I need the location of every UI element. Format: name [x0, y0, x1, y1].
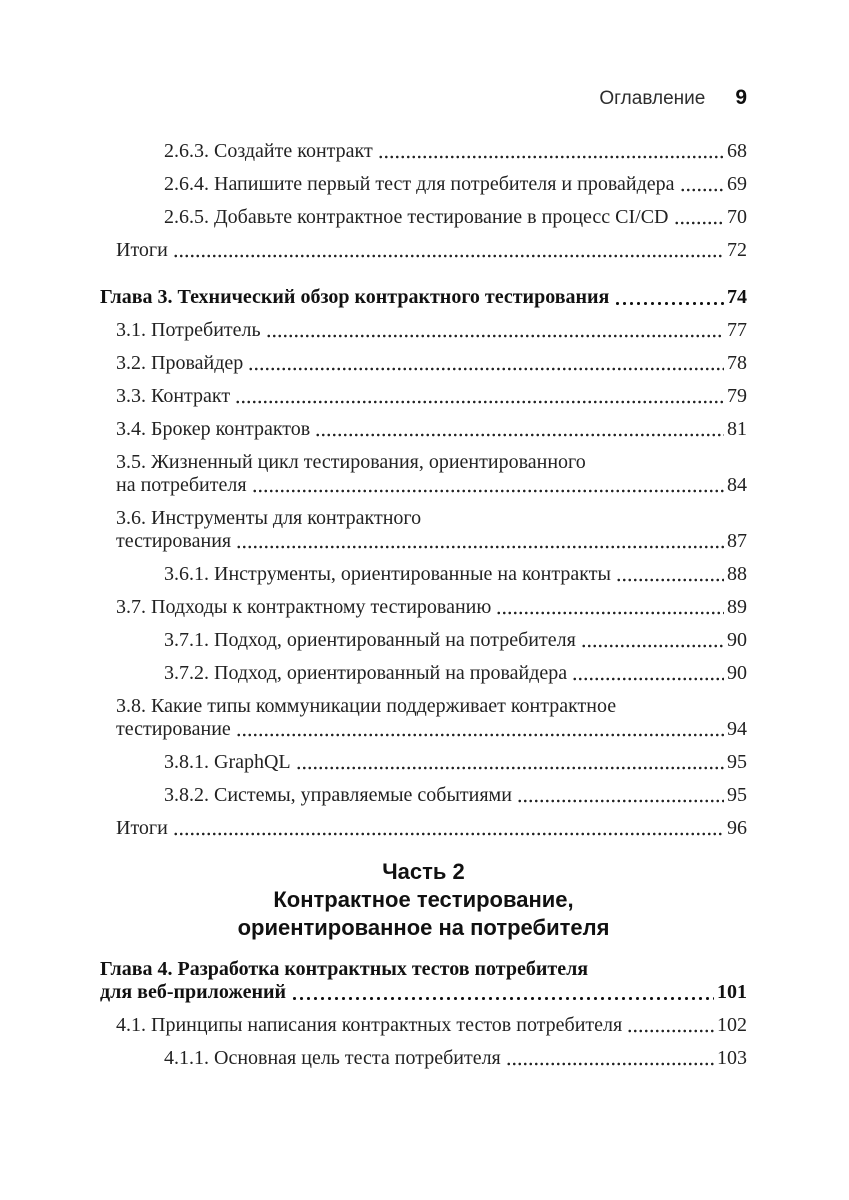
dot-leader [616, 563, 724, 582]
toc-entry-page: 78 [727, 352, 747, 374]
running-header [100, 86, 747, 110]
dot-leader [674, 206, 725, 225]
toc-entry [100, 817, 747, 840]
toc-entry [100, 596, 747, 619]
toc-entry-page: 95 [727, 751, 747, 773]
toc-entry-title: 3.2. Провайдер [116, 352, 244, 374]
dot-leader [248, 352, 724, 371]
toc-entry [100, 206, 747, 229]
dot-leader [296, 751, 724, 770]
toc-entry-title-line2: тестирование [116, 718, 231, 740]
toc-entry-title: 3.4. Брокер контрактов [116, 418, 311, 440]
toc-entry [100, 1014, 747, 1037]
dot-leader [315, 418, 724, 437]
toc-entry-title: 3.8.2. Системы, управляемые событиями [164, 784, 512, 806]
dot-leader [235, 385, 724, 404]
toc-entry-page: 84 [727, 474, 747, 496]
toc-entry-title-line2: тестирования [116, 530, 232, 552]
dot-leader [173, 817, 724, 836]
part-number: Часть 2 [382, 859, 465, 884]
part-title-line1: Контрактное тестирование, [273, 887, 574, 912]
toc-entry-title-line1: 3.8. Какие типы коммуникации поддерживает контрактное [116, 695, 617, 717]
toc-entry-page: 74 [727, 286, 747, 308]
toc-entry-title: 3.7.1. Подход, ориентированный на потребителя [164, 629, 576, 651]
toc-entry-title: 4.1.1. Основная цель теста потребителя [164, 1047, 501, 1069]
toc-entry [100, 507, 747, 553]
toc-entry-page: 103 [717, 1047, 747, 1069]
dot-leader [291, 981, 714, 1001]
toc-entry-page: 68 [727, 140, 747, 162]
toc-entry-page: 88 [727, 563, 747, 585]
toc-entry [100, 385, 747, 408]
dot-leader [236, 530, 724, 549]
toc-entry-page: 95 [727, 784, 747, 806]
toc-entry-title-line1: 3.6. Инструменты для контрактного [116, 507, 422, 529]
toc-entry-page: 69 [727, 173, 747, 195]
toc-entry-page: 87 [727, 530, 747, 552]
toc-entry [100, 451, 747, 497]
toc-chapter-entry [100, 958, 747, 1004]
dot-leader [173, 239, 724, 258]
dot-leader [266, 319, 724, 338]
toc-entry-title: Итоги [116, 817, 168, 839]
toc-entry [100, 662, 747, 685]
toc-entry [100, 629, 747, 652]
toc-entry [100, 418, 747, 441]
toc-entry [100, 784, 747, 807]
toc-entry [100, 352, 747, 375]
part-heading [100, 858, 747, 942]
toc-entry-page: 70 [727, 206, 747, 228]
toc-entry-page: 90 [727, 662, 747, 684]
toc-entry-page: 81 [727, 418, 747, 440]
dot-leader [378, 140, 724, 159]
toc-entry-page: 102 [717, 1014, 747, 1036]
toc-entry-title: 2.6.3. Создайте контракт [164, 140, 373, 162]
toc-entry-page: 79 [727, 385, 747, 407]
dot-leader [517, 784, 724, 803]
toc-chapter-entry [100, 286, 747, 309]
toc-entry-page: 77 [727, 319, 747, 341]
dot-leader [252, 474, 724, 493]
running-header-page-number: 9 [735, 86, 747, 109]
toc-entry-title: 4.1. Принципы написания контрактных тестов потребителя [116, 1014, 623, 1036]
toc-entry [100, 563, 747, 586]
toc-entry-title: 3.8.1. GraphQL [164, 751, 291, 773]
dot-leader [614, 286, 724, 306]
toc-entry [100, 695, 747, 741]
toc-entry [100, 173, 747, 196]
toc-entry-page: 94 [727, 718, 747, 740]
dot-leader [236, 718, 724, 737]
toc-entry-title: 2.6.4. Напишите первый тест для потребителя и провайдера [164, 173, 675, 195]
toc-entry [100, 319, 747, 342]
table-of-contents [100, 140, 747, 1070]
dot-leader [506, 1047, 714, 1066]
toc-entry [100, 239, 747, 262]
toc-entry-title: 3.6.1. Инструменты, ориентированные на контракты [164, 563, 611, 585]
toc-entry-page: 72 [727, 239, 747, 261]
toc-entry-page: 101 [717, 981, 747, 1003]
toc-entry-title: 3.7. Подходы к контрактному тестированию [116, 596, 492, 618]
toc-entry-title: 3.1. Потребитель [116, 319, 261, 341]
toc-entry-title: Глава 3. Технический обзор контрактного тестирования [100, 286, 610, 308]
toc-entry-title-line2: на потребителя [116, 474, 247, 496]
toc-entry [100, 1047, 747, 1070]
toc-entry-title: Итоги [116, 239, 168, 261]
toc-entry-page: 96 [727, 817, 747, 839]
toc-entry [100, 751, 747, 774]
part-title-line2: ориентированное на потребителя [237, 915, 610, 940]
toc-entry-title-line1: Глава 4. Разработка контрактных тестов потребителя [100, 958, 589, 980]
dot-leader [572, 662, 724, 681]
toc-entry-page: 89 [727, 596, 747, 618]
dot-leader [680, 173, 724, 192]
toc-entry-page: 90 [727, 629, 747, 651]
toc-entry-title: 3.7.2. Подход, ориентированный на провайдера [164, 662, 568, 684]
dot-leader [496, 596, 724, 615]
running-header-title: Оглавление [599, 88, 706, 109]
dot-leader [627, 1014, 714, 1033]
toc-entry-title-line1: 3.5. Жизненный цикл тестирования, ориентированного [116, 451, 586, 473]
toc-entry-title: 2.6.5. Добавьте контрактное тестирование в процесс CI/CD [164, 206, 669, 228]
dot-leader [581, 629, 724, 648]
toc-entry [100, 140, 747, 163]
toc-entry-title: 3.3. Контракт [116, 385, 231, 407]
toc-entry-title-line2: для веб-приложений [100, 981, 287, 1003]
